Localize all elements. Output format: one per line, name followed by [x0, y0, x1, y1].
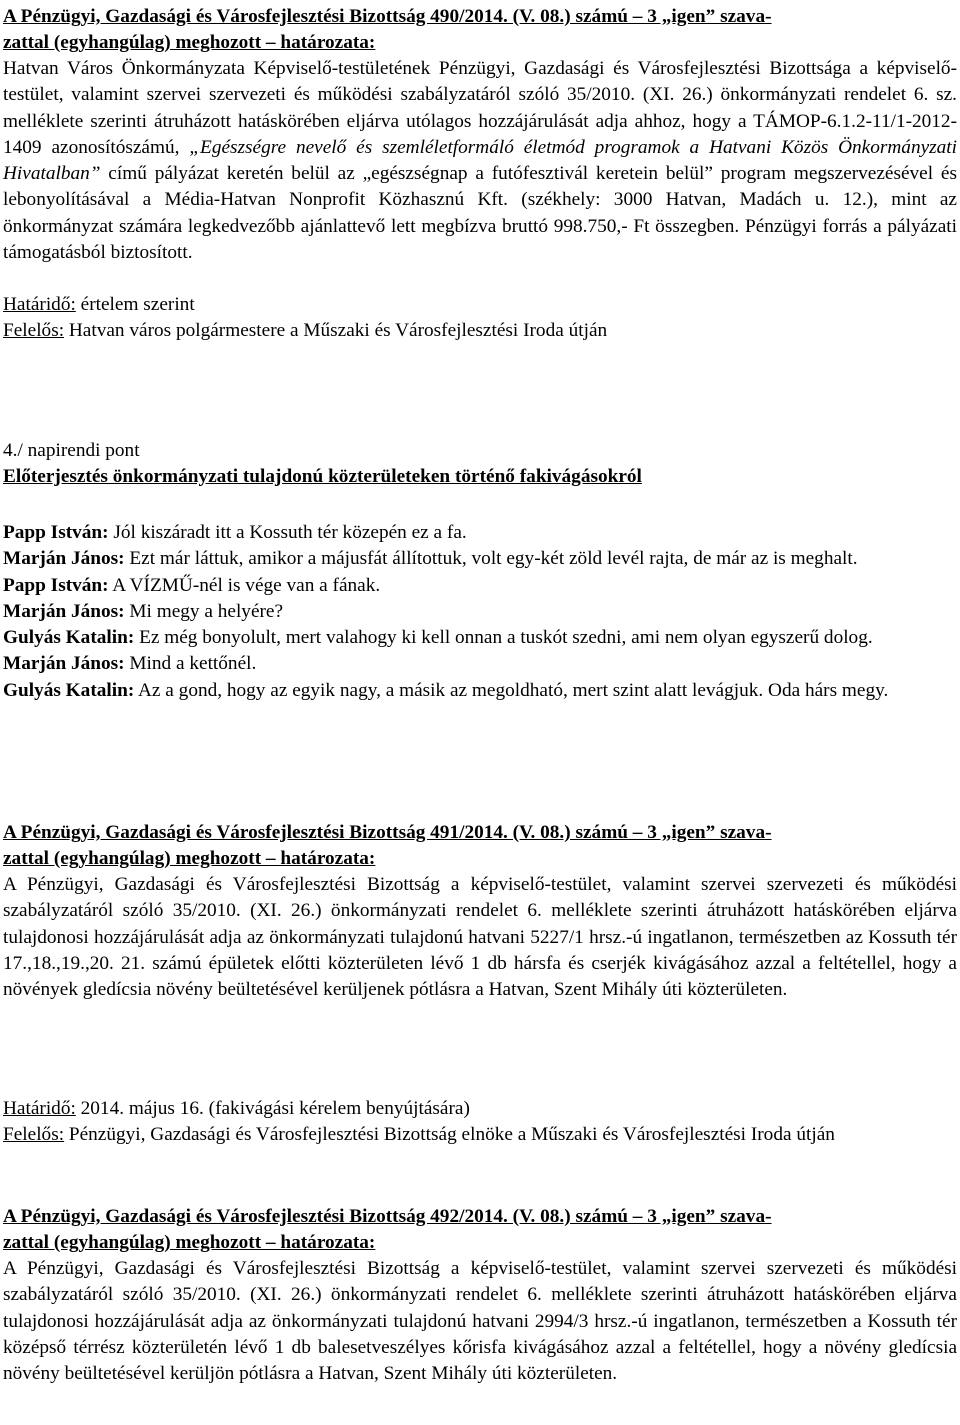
agenda-item-number: 4./ napirendi pont	[3, 440, 140, 461]
dialogue-line	[3, 625, 957, 651]
speech-text: Jól kiszáradt itt a Kossuth tér közepén ez a fa.	[108, 522, 467, 543]
resolution-491-title-line-1: A Pénzügyi, Gazdasági és Városfejlesztési Bizottság 491/2014. (V. 08.) számú – 3 „igen” szava-	[3, 822, 772, 843]
resolution-490-body	[3, 56, 957, 266]
speaker-name: Marján János:	[3, 653, 125, 675]
resolution-492-title-line-1: A Pénzügyi, Gazdasági és Városfejlesztési Bizottság 492/2014. (V. 08.) számú – 3 „igen” szava-	[3, 1206, 772, 1227]
speaker-name: Papp István:	[3, 522, 109, 543]
agenda-item-title: Előterjesztés önkormányzati tulajdonú közterületeken történő fakivágásokról	[3, 466, 642, 487]
dialogue	[3, 520, 957, 704]
dialogue-line	[3, 520, 957, 546]
resolution-491-title	[3, 820, 957, 873]
deadline-value: értelem szerint	[75, 294, 195, 315]
resolution-490-title-line-2: zattal (egyhangúlag) meghozott – határozata:	[3, 32, 376, 54]
speech-text: A VÍZMŰ-nél is vége van a fának.	[108, 574, 381, 596]
speech-text: Ezt már láttuk, amikor a májusfát állítottuk, volt egy-két zöld levél rajta, de már az is meghalt.	[124, 548, 858, 570]
deadline-label: Határidő:	[3, 1098, 76, 1119]
speech-text: Mind a kettőnél.	[124, 653, 257, 675]
resolution-490-body-text-1: Hatvan Város Önkormányzata Képviselő-testületének Pénzügyi, Gazdasági és Városfejlesztési Bizottsága a képviselő-testület, valamint szervei szervezeti és működési szabályzatáról szóló 35/2010. (XI. 26.) önkormányzati rendelet 6. sz. melléklete szerinti átruházott hatáskörében eljárva utólagos hozzájárulását adja ahhoz, hogy a TÁMOP-6.1.2-11/1-2012-1409 azonosítószámú,	[3, 58, 957, 158]
dialogue-line	[3, 546, 957, 572]
speaker-name: Gulyás Katalin:	[3, 679, 135, 701]
resolution-490-title	[3, 4, 957, 57]
speaker-name: Marján János:	[3, 548, 125, 570]
resolution-491-title-line-2: zattal (egyhangúlag) meghozott – határozata:	[3, 848, 376, 870]
responsible-value: Pénzügyi, Gazdasági és Városfejlesztési Bizottság elnöke a Műszaki és Városfejlesztési Iroda útján	[64, 1124, 835, 1145]
resolution-490-title-line-1: A Pénzügyi, Gazdasági és Városfejlesztési Bizottság 490/2014. (V. 08.) számú – 3 „igen” szava-	[3, 6, 772, 27]
resolution-491-responsible	[3, 1122, 957, 1148]
speech-text: Az a gond, hogy az egyik nagy, a másik az megoldható, mert szint alatt levágjuk. Oda hárs megy.	[134, 679, 889, 701]
dialogue-line	[3, 599, 957, 625]
resolution-490-deadline	[3, 292, 957, 318]
responsible-label: Felelős:	[3, 1124, 65, 1145]
resolution-491-deadline	[3, 1096, 957, 1122]
responsible-value: Hatvan város polgármestere a Műszaki és Városfejlesztési Iroda útján	[64, 320, 608, 341]
speaker-name: Gulyás Katalin:	[3, 627, 135, 649]
resolution-492-body: A Pénzügyi, Gazdasági és Városfejlesztési Bizottság a képviselő-testület, valamint szervei szervezeti és működési szabályzatáról szóló 35/2010. (XI. 26.) önkormányzati rendelet 6. melléklete szerinti átruházott hatáskörében eljárva tulajdonosi hozzájárulását adja az önkormányzati tulajdonú hatvani 2994/3 hrsz.-ú ingatlanon, természetben a Kossuth tér középső térrész közterületén lévő 1 db balesetveszélyes kőrisfa kivágásához azzal a feltétellel, hogy a növény gledícsia növény beültetésével kerüljön pótlásra a Hatvan, Szent Mihály úti közterületen.	[3, 1258, 957, 1385]
speech-text: Ez még bonyolult, mert valahogy ki kell onnan a tuskót szedni, ami nem olyan egyszerű dolog.	[134, 627, 873, 649]
resolution-490-responsible	[3, 318, 957, 344]
resolution-492-title-line-2: zattal (egyhangúlag) meghozott – határozata:	[3, 1232, 376, 1254]
deadline-label: Határidő:	[3, 294, 76, 315]
responsible-label: Felelős:	[3, 320, 65, 341]
dialogue-line	[3, 651, 957, 677]
resolution-490-body-text-2: című pályázat keretén belül az „egészségnap a futófesztivál keretein belül” program megszervezésével és lebonyolításával a Média-Hatvan Nonprofit Közhasznú Kft. (székhely: 3000 Hatvan, Madách u. 12.), mint az önkormányzat számára legkedvezőbb ajánlattevő lett megbízva bruttó 998.750,- Ft összegben. Pénzügyi forrás a pályázati támogatásból biztosított.	[3, 163, 957, 264]
dialogue-line	[3, 573, 957, 599]
dialogue-line	[3, 678, 957, 704]
speaker-name: Papp István:	[3, 574, 109, 596]
speech-text: Mi megy a helyére?	[124, 600, 284, 622]
resolution-492-title	[3, 1204, 957, 1257]
program-title: „Egészségre nevelő és szemléletformáló életmód programok a Hatvani Közös Önkormányzati Hivatalban”	[3, 136, 957, 185]
deadline-value: 2014. május 16. (fakivágási kérelem benyújtására)	[75, 1098, 470, 1119]
speaker-name: Marján János:	[3, 600, 125, 622]
resolution-491-body: A Pénzügyi, Gazdasági és Városfejlesztési Bizottság a képviselő-testület, valamint szervei szervezeti és működési szabályzatáról szóló 35/2010. (XI. 26.) önkormányzati rendelet 6. melléklete szerinti átruházott hatáskörében eljárva tulajdonosi hozzájárulását adja az önkormányzati tulajdonú hatvani 5227/1 hrsz.-ú ingatlanon, természetben az Kossuth tér 17.,18.,19.,20. 21. számú épületek előtti közterületen lévő 1 db hársfa és cserjék kivágásához azzal a feltétellel, hogy a növények gledícsia növény beültetésével kerüljenek pótlásra a Hatvan, Szent Mihály úti közterületen.	[3, 874, 957, 1001]
